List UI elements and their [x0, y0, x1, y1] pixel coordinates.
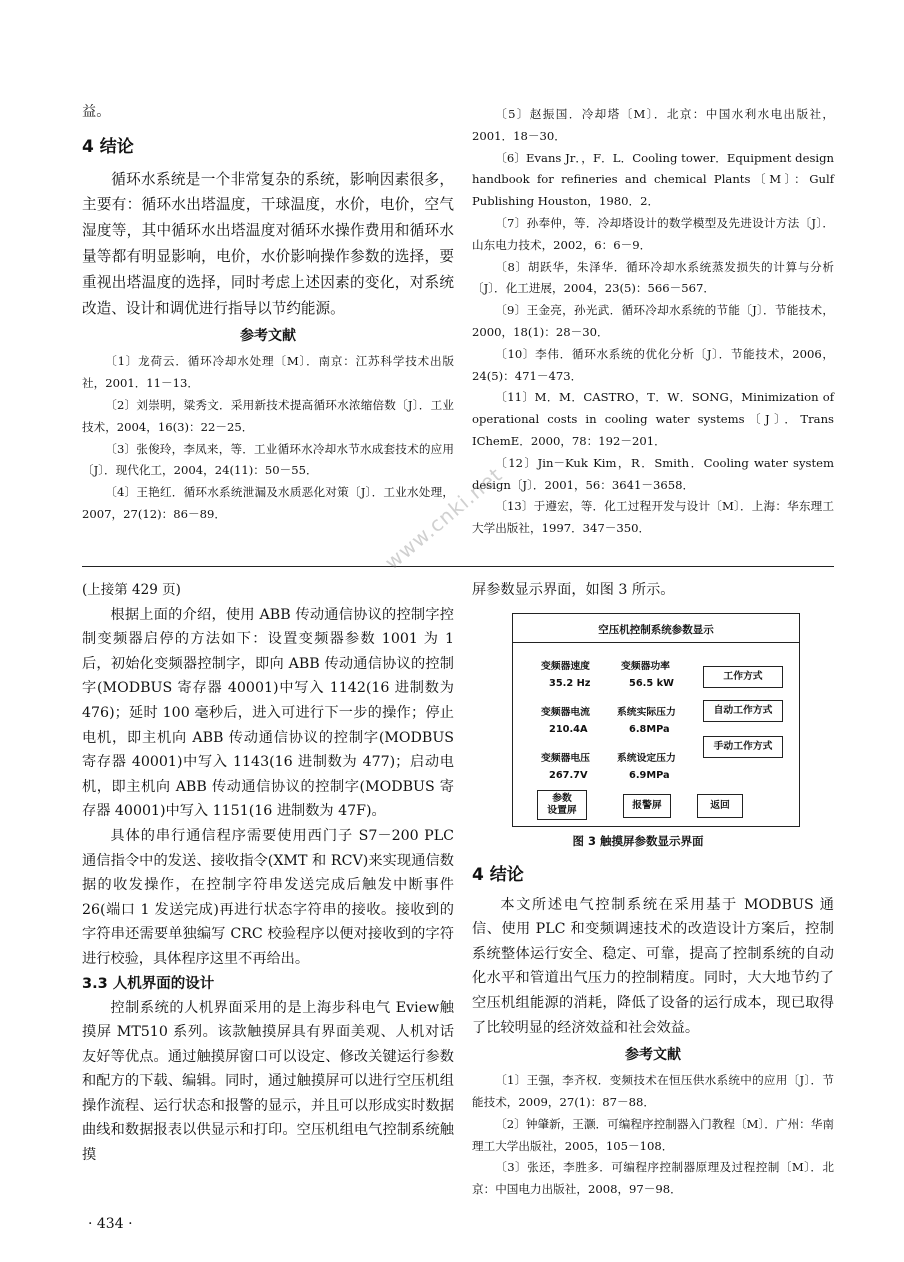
- reference-item: 〔2〕钟肇新，王灏．可编程序控制器入门教程〔M〕．广州：华南理工大学出版社，2005，105－108．: [472, 1116, 834, 1153]
- alarm-screen-button[interactable]: 报警屏: [623, 794, 671, 818]
- back-button[interactable]: 返回: [697, 794, 743, 818]
- value-actual-pressure: 6.8MPa: [629, 723, 670, 735]
- continued-text: 屏参数显示界面，如图 3 所示。: [472, 582, 675, 598]
- reference-item: 〔11〕M．M．CASTRO，T．W．SONG，Minimization of operational costs in cooling water systems〔J〕．Trans IChemE．2000，78：192－201．: [472, 390, 834, 448]
- top-right-column: [472, 104, 834, 540]
- page-number: · 434 ·: [88, 1216, 133, 1232]
- conclusion-paragraph: 循环水系统是一个非常复杂的系统，影响因素很多，主要有：循环水出塔温度，干球温度，水价，电价，空气湿度等，其中循环水出塔温度对循环水操作费用和循环水量等都有明显影响，电价，水价影响操作参数的选择，要重视出塔温度的选择，同时考虑上述因素的变化，对系统改造、设计和调优进行指导以节约能源。: [82, 170, 454, 317]
- continued-text: 益。: [82, 104, 111, 120]
- reference-item: 〔2〕刘崇明，粱秀文．采用新技术提高循环水浓缩倍数〔J〕．工业技术，2004，16(3)：22－25．: [82, 397, 454, 434]
- body-paragraph: 根据上面的介绍，使用 ABB 传动通信协议的控制字控制变频器启停的方法如下：设置变频器参数 1001 为 1 后，初始化变频器控制字，即向 ABB 传动通信协议的控制字(MODBUS 寄存器 40001)中写入 1142(16 进制数为 476)；延时 100 毫秒后，进入可进行下一步的操作；停止电机，即主机向 ABB 传动通信协议的控制字(MODBUS 寄存器 40001)中写入 1143(16 进制数为 477)；启动电机，即主机向 ABB 传动通信协议的控制字(MODBUS 寄存器 40001)中写入 1151(16 进制数为 47F)。: [82, 606, 454, 820]
- bottom-right-column: [472, 578, 834, 1201]
- reference-item: 〔12〕Jin－Kuk Kim，R．Smith．Cooling water system design〔J〕．2001，56：3641－3658．: [472, 455, 834, 492]
- work-mode-button[interactable]: 工作方式: [703, 666, 783, 688]
- reference-item: 〔5〕赵振国．冷却塔〔M〕．北京：中国水利水电出版社，2001．18－30．: [472, 107, 834, 143]
- parameter-button-line2: 设置屏: [547, 804, 577, 816]
- section-divider: [82, 566, 834, 567]
- body-paragraph: 具体的串行通信程序需要使用西门子 S7－200 PLC 通信指令中的发送、接收指令(XMT 和 RCV)来实现通信数据的收发操作，在控制字符串发送完成后触发中断事件 26(端口 1 发送完成)再进行状态字符串的接收。接收到的字符串还需要单独编写 CRC 校验程序以便对接收到的字符进行校验，具体程序这里不再给出。: [82, 827, 454, 967]
- section-heading-conclusion: 4 结论: [472, 864, 524, 885]
- label-freq-speed: 变频器速度: [541, 660, 590, 672]
- value-freq-speed: 35.2 Hz: [549, 677, 591, 689]
- label-freq-power: 变频器功率: [621, 660, 670, 672]
- reference-item: 〔7〕孙奉仲，等．冷却塔设计的数学模型及先进设计方法〔J〕．山东电力技术，2002，6：6－9．: [472, 215, 834, 252]
- reference-item: 〔9〕王金亮，孙光武．循环冷却水系统的节能〔J〕．节能技术，2000，18(1)：28－30．: [472, 303, 834, 339]
- reference-item: 〔13〕于遵宏，等．化工过程开发与设计〔M〕．上海：华东理工大学出版社，1997．347－350．: [472, 499, 834, 536]
- label-freq-current: 变频器电流: [541, 706, 590, 718]
- reference-item: 〔1〕龙荷云．循环冷却水处理〔M〕．南京：江苏科学技术出版社，2001．11－13．: [82, 354, 454, 391]
- references-heading: 参考文献: [240, 328, 296, 345]
- value-freq-current: 210.4A: [549, 723, 588, 735]
- subsection-heading: 3.3 人机界面的设计: [82, 975, 215, 992]
- reference-item: 〔3〕张还，李胜多．可编程序控制器原理及过程控制〔M〕．北京：中国电力出版社，2008，97－98．: [472, 1160, 834, 1197]
- reference-item: 〔8〕胡跃华，朱泽华．循环冷却水系统蒸发损失的计算与分析〔J〕．化工进展，2004，23(5)：566－567．: [472, 259, 834, 296]
- reference-item: 〔1〕王强，李齐权．变频技术在恒压供水系统中的应用〔J〕．节能技术，2009，27(1)：87－88．: [472, 1073, 834, 1109]
- conclusion-paragraph: 本文所述电气控制系统在采用基于 MODBUS 通信、使用 PLC 和变频调速技术的改造设计方案后，控制系统整体运行安全、稳定、可靠，提高了控制系统的自动化水平和管道出气压力的控制精度。同时，大大地节约了空压机组能源的消耗，降低了设备的运行成本，现已取得了比较明显的经济效益和社会效益。: [472, 896, 834, 1036]
- continued-from-note: (上接第 429 页): [82, 582, 181, 598]
- top-left-column: [82, 100, 454, 526]
- value-freq-power: 56.5 kW: [629, 677, 674, 689]
- label-set-pressure: 系统设定压力: [617, 752, 676, 764]
- label-actual-pressure: 系统实际压力: [617, 706, 676, 718]
- reference-item: 〔4〕王艳红．循环水系统泄漏及水质恶化对策〔J〕．工业水处理，2007，27(12)：86－89．: [82, 485, 454, 521]
- manual-mode-button[interactable]: 手动工作方式: [703, 736, 783, 758]
- parameter-button-line1: 参数: [552, 792, 572, 804]
- bottom-left-column: [82, 578, 454, 1168]
- value-set-pressure: 6.9MPa: [629, 769, 670, 781]
- auto-mode-button[interactable]: 自动工作方式: [703, 700, 783, 722]
- reference-item: 〔10〕李伟．循环水系统的优化分析〔J〕．节能技术，2006，24(5)：471－473．: [472, 346, 834, 383]
- body-paragraph: 控制系统的人机界面采用的是上海步科电气 Eview触摸屏 MT510 系列。该款触摸屏具有界面美观、人机对话友好等优点。通过触摸屏窗口可以设定、修改关键运行参数和配方的下载、编辑。同时，通过触摸屏可以进行空压机组操作流程、运行状态和报警的显示，并且可以形成实时数据曲线和数据报表以供显示和打印。空压机组电气控制系统触摸: [82, 999, 454, 1164]
- parameter-settings-button[interactable]: [537, 790, 587, 820]
- section-heading-conclusion: 4 结论: [82, 136, 134, 157]
- figure-title: 空压机控制系统参数显示: [598, 623, 714, 636]
- label-freq-voltage: 变频器电压: [541, 752, 590, 764]
- figure-3-touchscreen: [512, 613, 800, 827]
- watermark-text: www.cnki.net: [380, 462, 507, 575]
- references-heading: 参考文献: [625, 1047, 681, 1064]
- figure-caption: 图 3 触摸屏参数显示界面: [572, 833, 704, 848]
- value-freq-voltage: 267.7V: [549, 769, 588, 781]
- reference-item: 〔6〕Evans Jr．，F．L．Cooling tower．Equipment design handbook for refineries and chemical Plants〔M〕：Gulf Publishing Houston，1980．2．: [472, 150, 834, 209]
- reference-item: 〔3〕张俊玲，李凤来，等．工业循环水冷却水节水成套技术的应用〔J〕．现代化工，2004，24(11)：50－55．: [82, 441, 454, 478]
- figure-title-rule: [513, 642, 799, 643]
